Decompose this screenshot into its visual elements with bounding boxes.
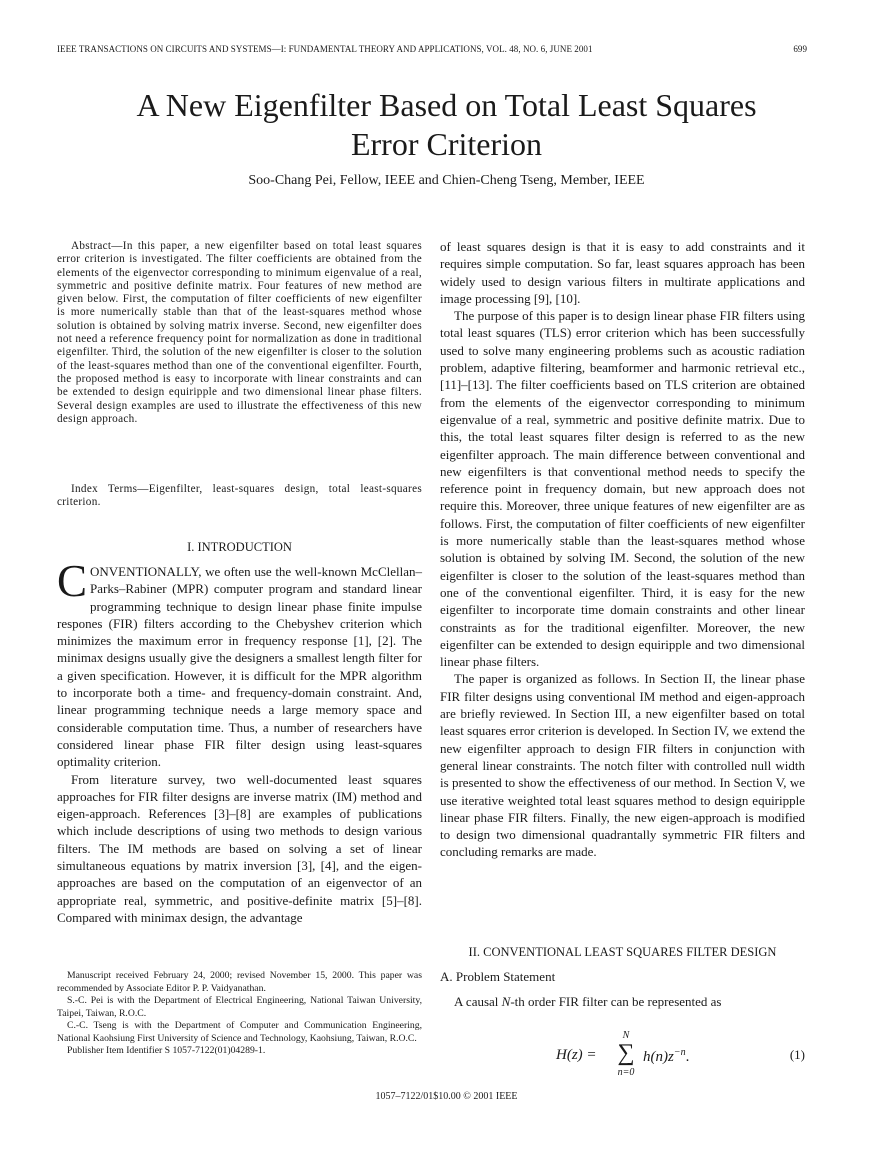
author-line: Soo-Chang Pei, Fellow, IEEE and Chien-Cheng Tseng, Member, IEEE [248,173,645,188]
section-heading-introduction: I. INTRODUCTION [187,540,292,554]
intro-paragraph-2: From literature survey, two well-documented least squares approaches for FIR filter designs are inverse matrix (IM) method and eigen-approach. References [3]–[8] are examples of publications which include descriptions of using two methods to design various filters. The IM methods are based on solving a set of linear simultaneous equations by matrix inversion [3], [4], and the eigen-approaches are based on the computation of an eigenvector of an appropriate real, symmetric, and positive-definite matrix [5]–[8]. Compared with minimax design, the advantage [57,771,422,925]
intro-paragraph-4: The paper is organized as follows. In Section II, the linear phase FIR filter designs using conventional IM method and eigen-approach are briefly reviewed. In Section III, a new eigenfilter based on total least squares error criterion is developed. In Section IV, we extend the new eigenfilter approach to design FIR filters in conjunction with general linear constraints. The notch filter with controlled null width is presented to show the effectiveness of our method. In Section V, we use iterative weighted total least squares method to design equiripple linear phase FIR filters. Finally, the new eigen-approach is modified to design two dimensional quadrantally symmetric FIR filters and concluding remarks are made. [440,671,805,860]
sum-upper-limit: N [622,1030,630,1041]
equation-1: H(z) = N ∑ n=0 $h(n)z^{-n}$. (1) [556,1030,805,1078]
title-line-1: A New Eigenfilter Based on Total Least Squares [136,87,757,123]
copyright-footer: 1057–7122/01$10.00 © 2001 IEEE [375,1091,518,1102]
footnote-tseng: C.-C. Tseng is with the Department of Computer and Communication Engineering, National Kaohsiung First University of Science and Technology, Kaohsiung, Taiwan, R.O.C. [57,1020,422,1044]
right-column-body [440,238,805,861]
subsection-heading-problem-statement: A. Problem Statement [440,969,556,984]
intro-paragraph-3: The purpose of this paper is to design linear phase FIR filters using total least squares (TLS) error criterion which has been successfully used to solve many engineering problems such as acoustic radiation problem, adaptive filtering, beamformer and harmonic retrieval etc., [11]–[13]. The filter coefficients based on TLS criterion are obtained from the elements of the eigenvector corresponding to minimum eigenvalue of a real, symmetric and positive definite matrix. Due to this, the total least squares filter design is referred to as the new eigenfilter approach. The main difference between conventional and new eigenfilters is that conventional method needs to specify the reference point in frequency domain, but new approach does not require this. Moreover, three unique features of new eigenfilter are as follows. First, the computation of filter coefficients of new eigenfilter is more numerically stable than the least-squares method whose solution is obtained by solving IM. Second, the solution of the new eigenfilter is closer to the solution of the least-squares method than one of the conventional eigenfilter. Third, it is easy for the new eigenfilter to incorporate time domain constraints and other linear constraints as for the traditional eigenfilter. Moreover, the new eigenfilter can be extended to design equiripple and two dimensional linear phase filters. [440,308,805,670]
section2-paragraph-1: A causal N-th order FIR filter can be represented as [454,994,722,1009]
journal-name: IEEE TRANSACTIONS ON CIRCUITS AND SYSTEMS—I: FUNDAMENTAL THEORY AND APPLICATIONS, VOL. 48, NO. 6, JUNE 2001 [57,44,593,54]
drop-cap: C [57,556,88,606]
intro-paragraph-2-continued: of least squares design is that it is easy to add constraints and it requires simple computation. So far, least squares approach has been widely used to design various filters in multirate applications and image processing [9], [10]. [440,239,805,306]
section-heading-conventional-ls: II. CONVENTIONAL LEAST SQUARES FILTER DESIGN [468,945,777,959]
sum-lower-limit: n=0 [617,1067,635,1078]
footnote-received: Manuscript received February 24, 2000; revised November 15, 2000. This paper was recommended by Associate Editor P. P. Vaidyanathan. [57,970,422,994]
equation-number: (1) [789,1047,805,1062]
index-terms: Index Terms—Eigenfilter, least-squares design, total least-squares criterion. [57,483,422,509]
paper-title [40,86,853,164]
page-number: 699 [793,44,807,54]
sum-sign: ∑ [617,1040,635,1066]
title-line-2: Error Criterion [350,126,543,162]
intro-paragraph-1: CONVENTIONALLY, we often use the well-known McClellan–Parks–Rabiner (MPR) computer program and standard linear programming technique to design linear phase finite impulse respones (FIR) filters according to the Chebyshev criterion which minimizes the maximum error in frequency response [1], [2]. The minimax designs usually give the designers a smallest length filter for a given specification. However, it is difficult for the MPR algorithm to incorporate both a time- and frequency-domain constraint. And, linear programming technique needs a large memory space and considerable computation time. Thus, a number of researchers have considered linear phase FIR filter design using least-squares optimality criterion. [57,556,422,770]
introduction-body [57,556,422,926]
footnote-pii: Publisher Item Identifier S 1057-7122(01)04289-1. [67,1045,266,1056]
footnotes [57,970,422,1058]
running-head [57,44,807,54]
abstract: Abstract—In this paper, a new eigenfilter based on total least squares error criterion is investigated. The filter coefficients are obtained from the elements of the eigenvector corresponding to minimum eigenvalue of a real, symmetric and positive definite matrix. Four features of new method are given below. First, the computation of filter coefficients of new eigenfilter is more numerically stable than that of the least-squares method whose solution is obtained by solving matrix inverse. Second, new eigenfilter does not need a reference frequency point for normalization as done in traditional eigenfilter. Third, the solution of the new eigenfilter is closer to the solution of the least-squares method than one of the conventional eigenfilter. Fourth, the proposed method is easy to incorporate with linear constraints and can be extended to design equiripple and two dimensional linear phase filters. Several design examples are used to illustrate the effectiveness of this new design approach. [57,240,422,425]
footnote-pei: S.-C. Pei is with the Department of Electrical Engineering, National Taiwan University, Taipei, Taiwan, R.O.C. [57,995,422,1019]
